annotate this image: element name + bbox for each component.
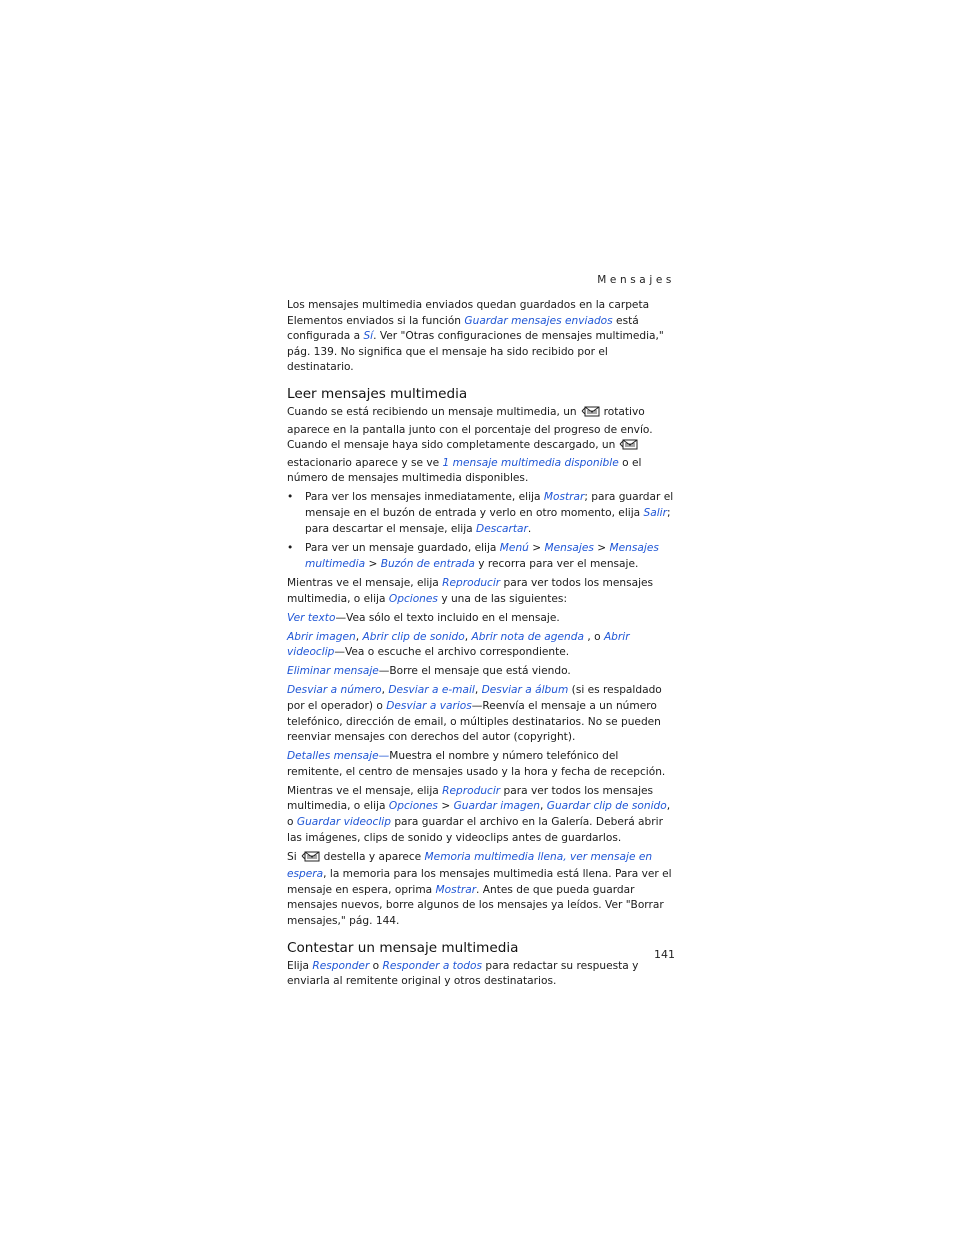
text: para ver todos los mensajes multimedia, o elija: [287, 784, 654, 813]
text: estacionario aparece y se ve: [287, 456, 443, 469]
link-eliminar-mensaje[interactable]: Eliminar mensaje: [287, 665, 379, 678]
link-desviar-a-varios[interactable]: Desviar a varios: [386, 700, 472, 713]
bullet-icon: •: [287, 542, 294, 555]
separator: ,: [540, 800, 547, 813]
text: rotativo aparece en la pantalla junto con el porcentaje del progreso de envío. Cuando el mensaje haya sido completamente descargado, un: [287, 405, 653, 452]
link-mensaje-disponible[interactable]: 1 mensaje multimedia disponible: [442, 456, 619, 469]
bullet-list: [287, 490, 675, 572]
text: —Vea sólo el texto incluido en el mensaje.: [335, 611, 560, 624]
separator: ,: [381, 684, 389, 697]
link-reproducir[interactable]: Reproducir: [442, 577, 501, 590]
list-item: [287, 541, 675, 572]
text: Para ver los mensajes inmediatamente, elija: [305, 491, 544, 504]
text: Para ver un mensaje guardado, elija: [305, 542, 500, 555]
option-abrir: [287, 630, 675, 661]
text: está configurada a: [287, 314, 639, 343]
receiving-paragraph: [287, 405, 675, 487]
link-guardar-clip-de-sonido[interactable]: Guardar clip de sonido: [546, 800, 667, 813]
intro-paragraph: [287, 298, 675, 376]
link-opciones[interactable]: Opciones: [388, 800, 438, 813]
viewing-paragraph: [287, 576, 675, 607]
link-desviar-a-album[interactable]: Desviar a álbum: [481, 684, 569, 697]
mms-envelope-icon: [581, 406, 600, 423]
text: —Vea o escuche el archivo correspondiente.: [334, 646, 570, 659]
separator: ,: [464, 630, 472, 643]
link-abrir-imagen[interactable]: Abrir imagen: [287, 630, 356, 643]
separator: ,: [474, 684, 482, 697]
text: . Antes de que pueda guardar mensajes nuevos, borre algunos de los mensajes ya leídos. Ver "Borrar mensajes," pág. 144.: [287, 883, 664, 927]
text: Mientras ve el mensaje, elija: [287, 784, 443, 797]
link-guardar-imagen[interactable]: Guardar imagen: [453, 800, 540, 813]
text: .: [527, 522, 532, 535]
link-memoria-llena[interactable]: Memoria multimedia llena, ver mensaje en espera: [287, 850, 653, 881]
separator: >: [437, 800, 454, 813]
text: Cuando se está recibiendo un mensaje multimedia, un: [287, 405, 577, 418]
separator: >: [593, 542, 610, 555]
text: para redactar su respuesta y enviarla al remitente original y otros destinatarios.: [287, 959, 639, 988]
link-reproducir[interactable]: Reproducir: [442, 784, 501, 797]
running-header: Mensajes: [597, 274, 675, 286]
link-guardar-mensajes-enviados[interactable]: Guardar mensajes enviados: [464, 314, 613, 327]
text: , la memoria para los mensajes multimedia está llena. Para ver el mensaje en espera, oprima: [287, 868, 672, 896]
link-buzon-de-entrada[interactable]: Buzón de entrada: [380, 557, 475, 570]
text: Muestra el nombre y número telefónico del remitente, el centro de mensajes usado y la hora y fecha de recepción.: [287, 750, 666, 778]
list-item: [287, 490, 675, 537]
mms-envelope-icon: [301, 851, 320, 868]
link-mostrar[interactable]: Mostrar: [543, 491, 585, 504]
link-salir[interactable]: Salir: [643, 506, 667, 519]
link-abrir-videoclip[interactable]: Abrir videoclip: [287, 630, 630, 659]
link-opciones[interactable]: Opciones: [388, 592, 438, 605]
separator: >: [528, 542, 545, 555]
link-mostrar[interactable]: Mostrar: [435, 883, 477, 896]
link-guardar-videoclip[interactable]: Guardar videoclip: [296, 815, 391, 828]
text: —Borre el mensaje que está viendo.: [378, 665, 571, 678]
link-abrir-nota-de-agenda[interactable]: Abrir nota de agenda: [471, 630, 584, 643]
option-detalles: [287, 749, 675, 780]
link-desviar-a-email[interactable]: Desviar a e-mail: [388, 684, 475, 697]
separator: >: [365, 557, 381, 570]
text: Los mensajes multimedia enviados quedan guardados en la carpeta Elementos enviados si la función: [287, 299, 650, 327]
separator: , o: [583, 630, 604, 643]
separator: , o: [287, 800, 671, 828]
link-mensajes-multimedia[interactable]: Mensajes multimedia: [305, 542, 659, 570]
text: Si: [287, 850, 297, 863]
text: ; para descartar el mensaje, elija: [305, 506, 671, 535]
text: ; para guardar el mensaje en el buzón de entrada y verlo en otro momento, elija: [305, 491, 674, 519]
text: y recorra para ver el mensaje.: [474, 557, 639, 570]
page-number: 141: [654, 948, 675, 961]
link-detalles-mensaje[interactable]: Detalles mensaje—: [287, 750, 390, 763]
text: y una de las siguientes:: [437, 592, 568, 605]
section-title-contestar: Contestar un mensaje multimedia: [287, 939, 519, 956]
text: Mientras ve el mensaje, elija: [287, 577, 443, 590]
link-ver-texto[interactable]: Ver texto: [287, 611, 336, 624]
memory-full-paragraph: [287, 850, 675, 930]
link-si[interactable]: Sí: [363, 330, 374, 343]
link-mensajes[interactable]: Mensajes: [544, 542, 594, 555]
text: o: [369, 959, 383, 972]
save-paragraph: [287, 784, 675, 846]
link-responder[interactable]: Responder: [312, 959, 370, 972]
option-eliminar: [287, 664, 675, 680]
option-desviar: [287, 683, 675, 745]
text: Elija: [287, 959, 313, 972]
mms-envelope-icon: [619, 439, 638, 456]
option-ver-texto: [287, 611, 675, 627]
separator: ,: [355, 630, 363, 643]
link-desviar-a-numero[interactable]: Desviar a número: [287, 684, 382, 697]
link-responder-a-todos[interactable]: Responder a todos: [382, 959, 483, 972]
reply-paragraph: [287, 959, 675, 990]
section-title-leer: Leer mensajes multimedia: [287, 385, 468, 402]
text: para ver todos los mensajes multimedia, o elija: [287, 577, 654, 605]
link-descartar[interactable]: Descartar: [476, 522, 528, 535]
text: o el número de mensajes multimedia disponibles.: [287, 456, 642, 485]
page-content: [287, 298, 675, 993]
text: para guardar el archivo en la Galería. Deberá abrir las imágenes, clips de sonido y videoclips antes de guardarlos.: [287, 815, 663, 844]
text: destella y aparece: [323, 850, 425, 863]
text: (si es respaldado por el operador) o: [287, 684, 662, 713]
text: —Reenvía el mensaje a un número telefónico, dirección de email, o múltiples destinatarios. No se pueden reenviar mensajes con derechos del autor (copyright).: [287, 700, 661, 744]
bullet-icon: •: [287, 491, 294, 504]
link-menu[interactable]: Menú: [499, 542, 529, 555]
link-abrir-clip-de-sonido[interactable]: Abrir clip de sonido: [362, 630, 465, 643]
text: . Ver "Otras configuraciones de mensajes multimedia," pág. 139. No significa que el mensaje ha sido recibido por el destinatario.: [287, 330, 664, 374]
